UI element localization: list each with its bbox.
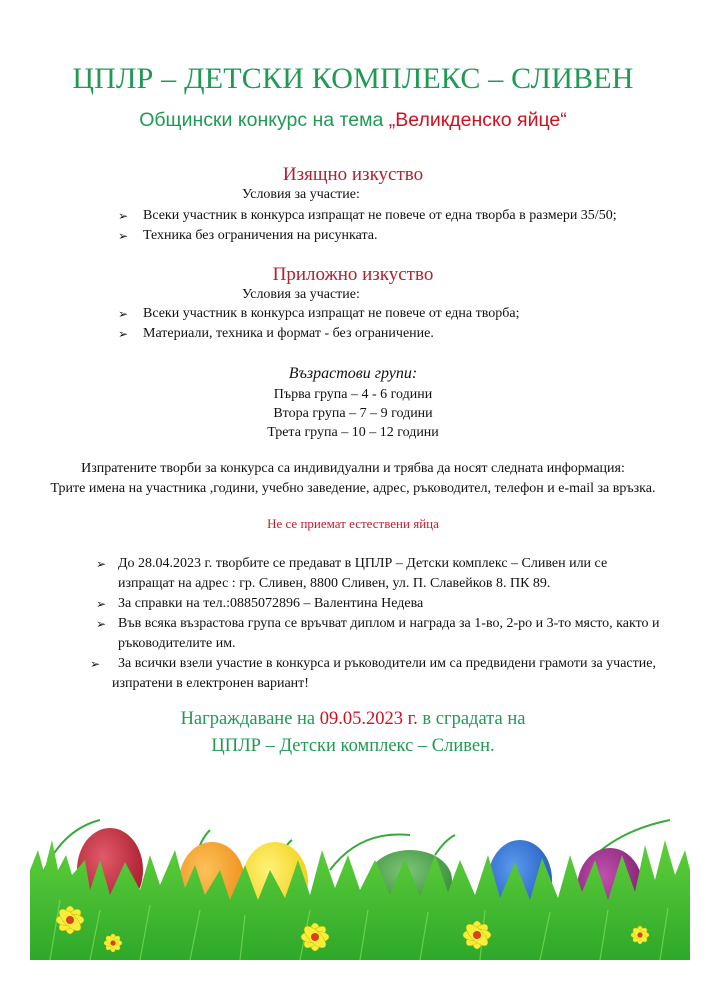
fine-art-heading: Изящно изкуство — [282, 164, 424, 185]
list-item: ➢ Всеки участник в конкурса изпращат не повече от една творба; — [118, 304, 519, 324]
contest-theme: „Великденско яйце“ — [388, 109, 567, 131]
applied-art-heading: Приложно изкуство — [272, 264, 434, 285]
list-item: ➢ Всеки участник в конкурса изпращат не повече от една творба в размери 35/50; — [118, 206, 617, 226]
flower-icon — [463, 921, 491, 949]
applied-art-conditions-list — [118, 304, 519, 344]
document-title: ЦПЛР – ДЕТСКИ КОМПЛЕКС – СЛИВЕН — [72, 62, 634, 95]
flower-icon — [301, 923, 329, 951]
no-natural-eggs-warning: Не се приемат естествени яйца — [267, 516, 439, 531]
list-item: ➢ Материали, техника и формат - без ограничение. — [118, 324, 519, 344]
fine-art-conditions-list — [118, 206, 617, 246]
age-group-1: Първа група – 4 - 6 години — [273, 387, 433, 402]
award-ceremony — [0, 706, 706, 760]
award-location: ЦПЛР – Детски комплекс – Сливен. — [211, 736, 495, 756]
list-item: ➢ До 28.04.2023 г. творбите се предават в ЦПЛР – Детски комплекс – Сливен или се изпращат на адрес : гр. Сливен, 8800 Сливен, ул. П. Славейков 8. ПК 89. — [96, 556, 608, 591]
document-subtitle — [0, 109, 706, 132]
arrow-bullet-icon: ➢ — [118, 307, 129, 321]
arrow-bullet-icon: ➢ — [118, 209, 129, 223]
arrow-bullet-icon: ➢ — [90, 657, 101, 671]
award-suffix: в сградата на — [417, 709, 526, 729]
arrow-bullet-icon: ➢ — [118, 229, 129, 243]
age-groups-title: Възрастови групи: — [288, 365, 418, 382]
list-item: ➢ Във всяка възрастова група се връчват диплом и награда за 1-во, 2-ро и 3-то място, както и ръководителите им. — [96, 616, 660, 651]
list-item: ➢ За справки на тел.:0885072896 – Валентина Недева — [96, 594, 660, 614]
list-item: ➢ Техника без ограничения на рисунката. — [118, 226, 617, 246]
award-prefix: Награждаване на — [180, 709, 320, 729]
flower-icon — [104, 934, 122, 952]
age-group-2: Втора група – 7 – 9 години — [273, 406, 433, 421]
list-item: ➢ За всички взели участие в конкурса и ръководители им са предвидени грамоти за участие, изпратени в електронен вариант! — [90, 656, 656, 691]
info-line-1: Изпратените творби за конкурса са индивидуални и трябва да носят следната информация: — [81, 461, 625, 476]
arrow-bullet-icon: ➢ — [96, 557, 107, 571]
age-group-3: Трета група – 10 – 12 години — [267, 425, 439, 440]
info-line-2: Трите имена на участника ,години, учебно заведение, адрес, ръководител, телефон и e-mail за връзка. — [50, 481, 656, 496]
applied-art-conditions-label: Условия за участие: — [242, 287, 360, 302]
details-list — [90, 554, 660, 694]
easter-eggs-grass-illustration — [30, 800, 690, 960]
subtitle-prefix: Общински конкурс на тема — [139, 109, 389, 131]
flower-icon — [631, 926, 649, 944]
fine-art-conditions-label: Условия за участие: — [242, 187, 360, 202]
arrow-bullet-icon: ➢ — [96, 597, 107, 611]
arrow-bullet-icon: ➢ — [96, 617, 107, 631]
award-date: 09.05.2023 г. — [319, 709, 418, 729]
flower-icon — [56, 906, 84, 934]
arrow-bullet-icon: ➢ — [118, 327, 129, 341]
